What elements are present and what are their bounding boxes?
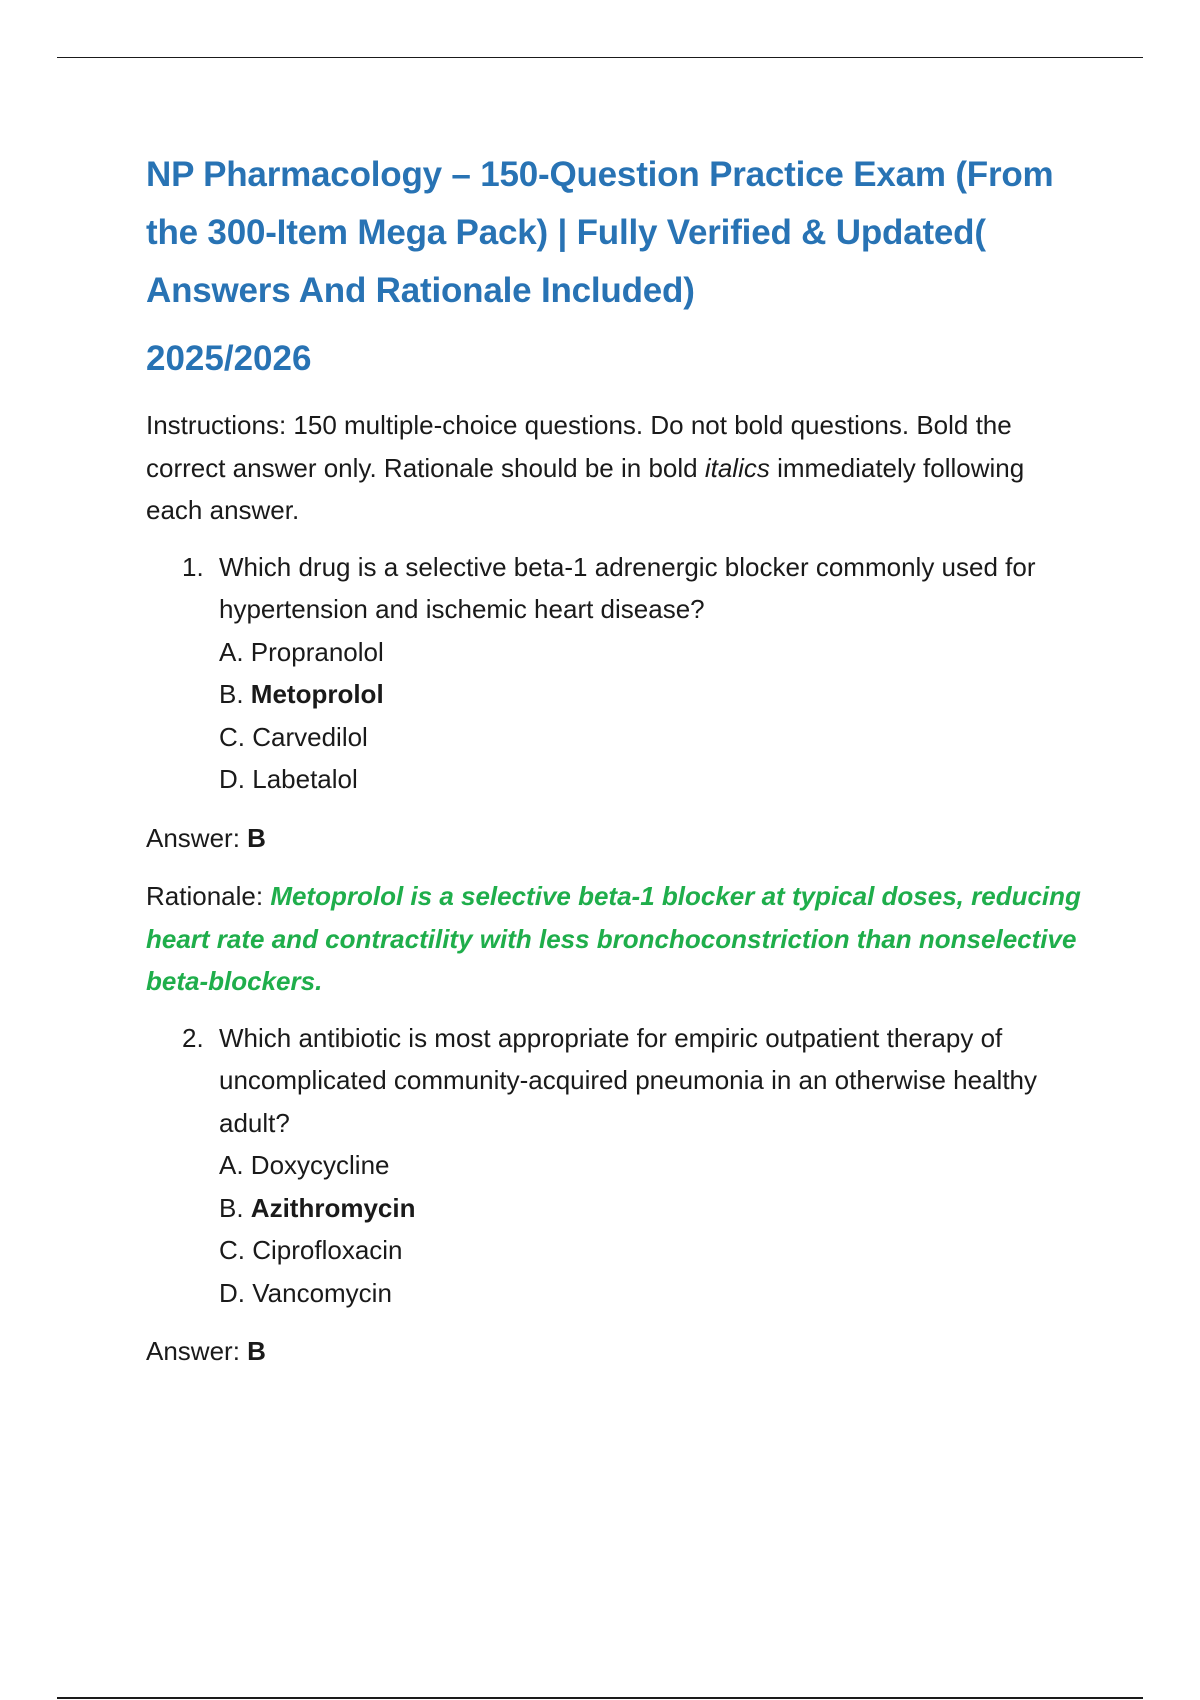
option-text: Ciprofloxacin bbox=[252, 1235, 403, 1265]
option-a: A. Propranolol bbox=[219, 636, 384, 667]
option-d: D. Labetalol bbox=[219, 764, 358, 794]
question-1 bbox=[146, 546, 1086, 801]
answer-1 bbox=[146, 817, 1086, 860]
answer-2 bbox=[146, 1330, 1086, 1373]
option-text: Propranolol bbox=[250, 636, 384, 667]
question-text: Which drug is a selective beta-1 adrenergic blocker commonly used for hypertension and ischemic heart disease? bbox=[219, 551, 1036, 624]
option-d: D. Vancomycin bbox=[219, 1277, 392, 1308]
instructions-text-end: immediately following each answer. bbox=[146, 452, 1025, 525]
header-rule bbox=[57, 57, 1143, 58]
instructions-italic-word: italics bbox=[704, 452, 770, 483]
correct-option-text: Metoprolol bbox=[250, 679, 384, 709]
answer-options bbox=[219, 631, 1086, 801]
answer-value: B bbox=[247, 822, 266, 853]
rationale-1 bbox=[146, 875, 1086, 1003]
question-number: 2. bbox=[182, 1022, 204, 1053]
document-title: NP Pharmacology – 150-Question Practice Exam (From the 300-Item Mega Pack) | Fully Verified & Updated( Answers And Rationale Included) bbox=[146, 155, 1054, 310]
option-text: Doxycycline bbox=[250, 1150, 390, 1180]
instructions-text: Instructions: 150 multiple-choice questions. Do not bold questions. Bold the correct answer only. Rationale should be in bold bbox=[146, 410, 1012, 483]
answer-value: B bbox=[247, 1336, 266, 1366]
question-number: 1. bbox=[182, 551, 204, 582]
answer-label: Answer: bbox=[146, 1336, 248, 1366]
answer-label: Answer: bbox=[146, 822, 248, 853]
document-body bbox=[146, 146, 1086, 1373]
option-c: C. Ciprofloxacin bbox=[219, 1235, 403, 1265]
instructions bbox=[146, 404, 1086, 532]
option-b: B. Azithromycin bbox=[219, 1192, 416, 1223]
option-b: B. Metoprolol bbox=[219, 679, 384, 709]
option-text: Labetalol bbox=[252, 764, 358, 794]
rationale-text: Metoprolol is a selective beta-1 blocker at typical doses, reducing heart rate and contractility with less bronchoconstriction than nonselective beta-blockers. bbox=[146, 881, 1081, 996]
correct-option-text: Azithromycin bbox=[250, 1192, 416, 1223]
footer-rule bbox=[57, 1697, 1143, 1699]
rationale-label: Rationale: bbox=[146, 881, 271, 911]
answer-options bbox=[219, 1144, 1086, 1314]
question-text: Which antibiotic is most appropriate for empiric outpatient therapy of uncomplicated community-acquired pneumonia in an otherwise healthy adult? bbox=[219, 1022, 1038, 1138]
option-c: C. Carvedilol bbox=[219, 721, 368, 752]
option-a: A. Doxycycline bbox=[219, 1150, 390, 1180]
option-text: Vancomycin bbox=[252, 1277, 392, 1308]
question-2 bbox=[146, 1017, 1086, 1315]
document-year: 2025/2026 bbox=[146, 339, 312, 378]
option-text: Carvedilol bbox=[252, 721, 368, 752]
